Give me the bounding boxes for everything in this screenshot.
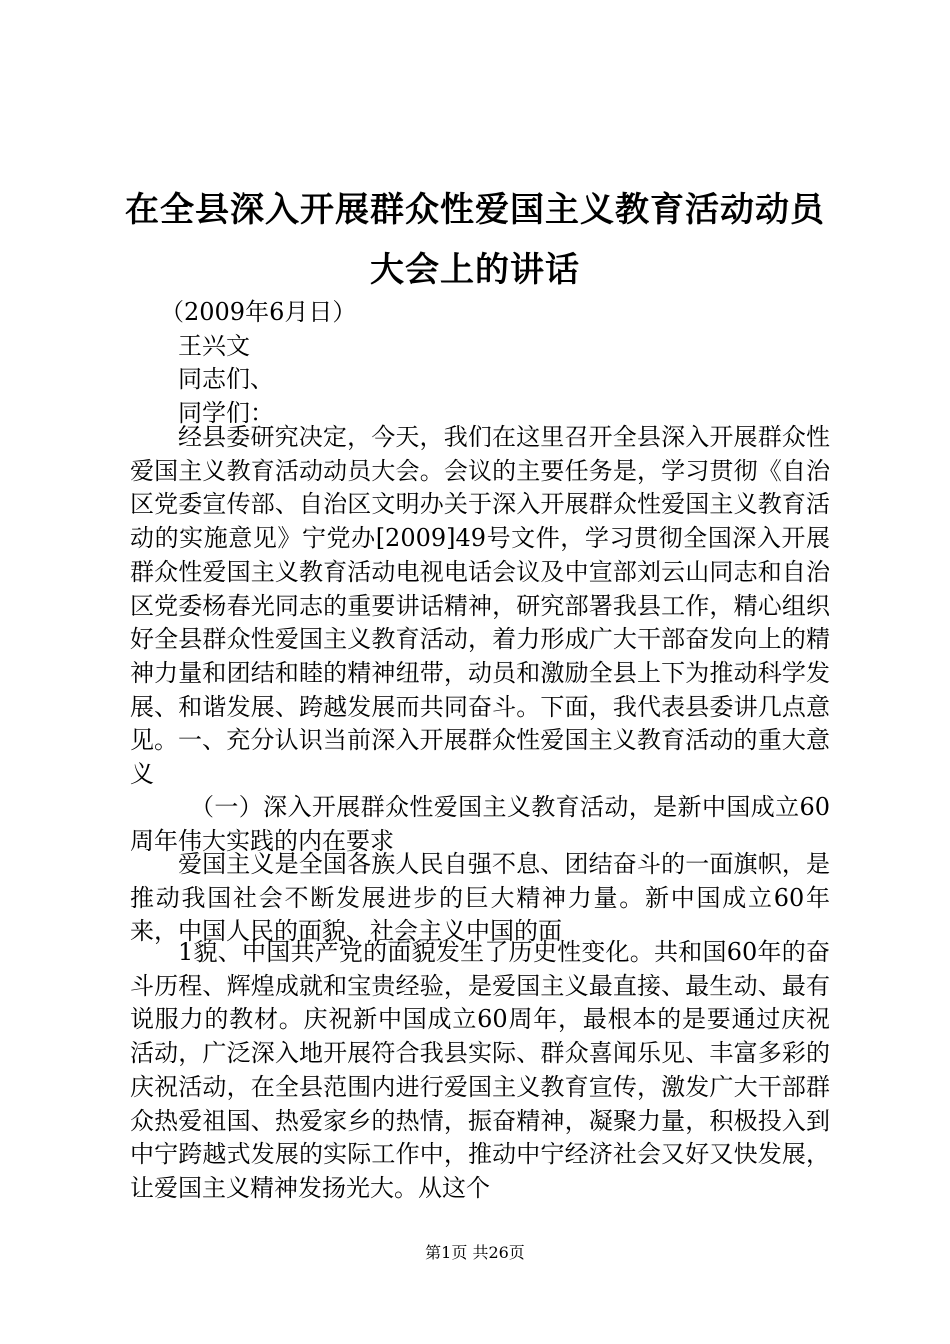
salutation-students: 同学们： [178, 399, 274, 427]
document-title-line-1: 在全县深入开展群众性爱国主义教育活动动员 [125, 190, 825, 230]
document-title-line-2: 大会上的讲话 [370, 250, 580, 290]
body-paragraph-patriotism: 爱国主义是全国各族人民自强不息、团结奋斗的一面旗帜，是推动我国社会不断发展进步的巨大精神力量。新中国成立60年来，中国人民的面貌、社会主义中国的面 [130, 850, 830, 946]
page-footer: 第1页 共26页 [425, 1243, 525, 1262]
speaker-name: 王兴文 [178, 332, 250, 360]
subsection-heading-1: （一）深入开展群众性爱国主义教育活动，是新中国成立60周年伟大实践的内在要求 [130, 793, 830, 855]
salutation-comrades: 同志们、 [178, 365, 274, 393]
speech-date: （2009年6月日） [160, 298, 357, 326]
body-paragraph-continued: 1貌、中国共产党的面貌发生了历史性变化。共和国60年的奋斗历程、辉煌成就和宝贵经验，是爱国主义最直接、最生动、最有说服力的教材。庆祝新中国成立60周年，最根本的是要通过庆祝活动，广泛深入地开展符合我县实际、群众喜闻乐见、丰富多彩的庆祝活动，在全县范围内进行爱国主义教育宣传，激发广大干部群众热爱祖国、热爱家乡的热情，振奋精神，凝聚力量，积极投入到中宁跨越式发展的实际工作中，推动中宁经济社会又好又快发展，让爱国主义精神发扬光大。从这个 [130, 938, 830, 1202]
body-paragraph-intro: 经县委研究决定，今天，我们在这里召开全县深入开展群众性爱国主义教育活动动员大会。会议的主要任务是，学习贯彻《自治区党委宣传部、自治区文明办关于深入开展群众性爱国主义教育活动的实施意见》宁党办[2009]49号文件，学习贯彻全国深入开展群众性爱国主义教育活动电视电话会议及中宣部刘云山同志和自治区党委杨春光同志的重要讲话精神，研究部署我县工作，精心组织好全县群众性爱国主义教育活动，着力形成广大干部奋发向上的精神力量和团结和睦的精神纽带，动员和激励全县上下为推动科学发展、和谐发展、跨越发展而共同奋斗。下面，我代表县委讲几点意见。 [130, 423, 830, 755]
section-heading-1: 一、充分认识当前深入开展群众性爱国主义教育活动的重大意义 [130, 726, 830, 788]
